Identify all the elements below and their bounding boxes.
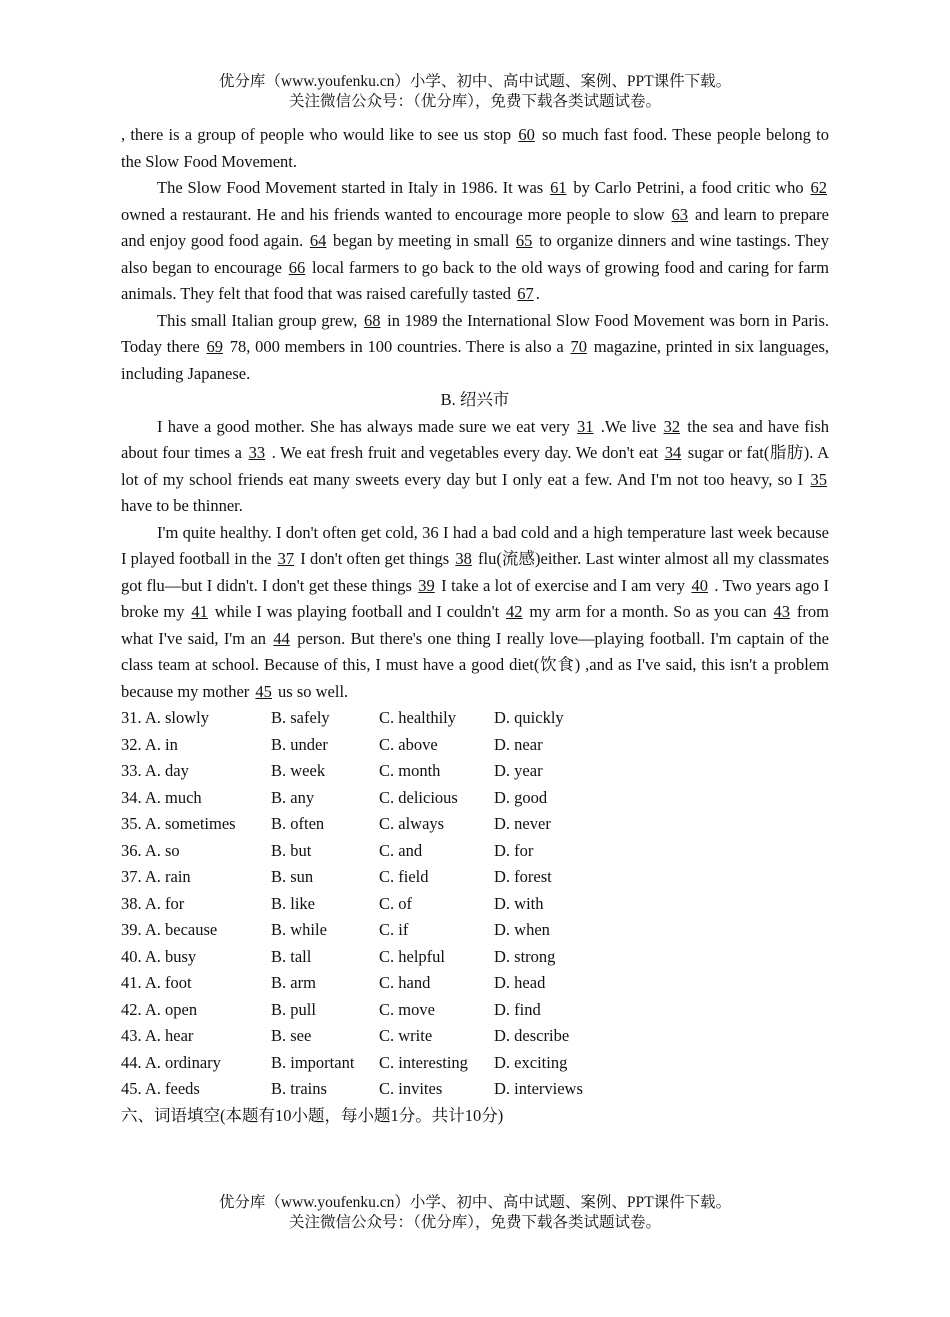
blank-number: 66 [288,257,306,277]
blank-number: 70 [570,337,587,356]
footer-line-1: 优分库（www.youfenku.cn）小学、初中、高中试题、案例、PPT课件下载。 [218,1194,732,1211]
paragraph-text: have to be thinner. [121,496,243,515]
paragraph-text: I have a good mother. She has always made sure we eat very [157,416,576,436]
paragraph-text: local farmers to go back to the old ways of growing food and caring for farm animals. They felt that food that was raised carefully tasted [121,257,829,303]
option-choice: C. move [379,999,435,1019]
blank-number: 39 [418,575,435,595]
option-choice: C. above [379,734,438,754]
paragraph-text: I don't often get things [296,549,454,568]
passage-a-paragraph-1 [121,122,829,175]
paragraph-text: 78, 000 members in 100 countries. There is also a [225,337,569,356]
passage-a-paragraph-3 [121,308,829,388]
blank-number: 64 [309,231,327,250]
paragraph-text: us so well. [273,681,349,701]
option-choice: 31. A. slowly [121,708,210,727]
paragraph-text: This small Italian group grew, [157,310,362,330]
option-choice: D. never [494,814,551,833]
blank-number: 67 [517,284,534,303]
paragraph-text: The Slow Food Movement started in Italy in 1986. It was [157,178,549,197]
option-choice: C. month [379,761,441,780]
option-choice: C. of [379,893,412,913]
option-choice: B. often [271,814,325,833]
paragraph-text: while I was playing football and I couldn't [209,602,505,621]
option-choice: C. delicious [379,787,458,807]
footer-line-2: 关注微信公众号：（优分库），免费下载各类试题试卷。 [288,1214,661,1231]
paragraph-text: the sea and have fish about four times a [121,416,829,462]
option-choice: D. when [494,920,550,939]
blank-number: 33 [248,443,266,462]
passage-b-paragraph-1 [121,414,829,520]
option-choice: D. near [494,734,543,754]
option-row [121,864,829,891]
option-choice: D. quickly [494,708,564,727]
blank-number: 45 [255,681,272,701]
option-choice: D. interviews [494,1079,583,1098]
blank-number: 40 [691,575,708,595]
option-choice: B. important [271,1052,355,1072]
option-choice: B. trains [271,1079,327,1098]
blank-number: 34 [664,443,682,462]
paragraph-text: person. But there's one thing I really love—playing football. I'm captain of the class team at school. Because of this, I must have a good diet(饮食) ,and as I've said, this isn't a problem because my mother [121,628,829,701]
option-choice: 45. A. feeds [121,1079,200,1098]
option-row [121,838,829,865]
paragraph-text: owned a restaurant. He and his friends wanted to encourage more people to slow [121,204,670,224]
blank-number: 68 [363,310,381,330]
paragraph-text: my arm for a month. So as you can [524,602,772,621]
paragraph-text: sugar or fat(脂肪). A lot of my school friends eat many sweets every day but I only eat a few. And I'm not too heavy, so I [121,443,829,489]
option-choice: C. field [379,867,429,886]
option-choice: 40. A. busy [121,946,197,966]
paragraph-text: flu(流感)either. Last winter almost all my classmates got flu—but I didn't. I don't get these things [121,549,829,595]
option-row [121,705,829,732]
option-choice: C. interesting [379,1052,468,1072]
option-choice: D. find [494,999,541,1019]
page-content [121,122,829,1129]
blank-number: 44 [273,628,290,648]
option-choice: C. and [379,840,423,860]
blank-number: 31 [577,416,594,436]
option-choice: D. for [494,840,534,860]
option-choice: 42. A. open [121,999,198,1019]
blank-number: 69 [206,337,223,356]
blank-number: 35 [810,469,827,489]
passage-a-paragraph-2 [121,175,829,308]
option-row [121,732,829,759]
section-six-title: 六、词语填空(本题有10小题，每小题1分。共计10分) [121,1105,504,1125]
paragraph-text: I take a lot of exercise and I am very [436,575,690,595]
paragraph-text: magazine, printed in six languages, including Japanese. [121,337,829,383]
option-row [121,1076,829,1103]
blank-number: 42 [506,602,523,621]
option-choice: B. but [271,840,312,860]
option-choice: 32. A. in [121,734,178,754]
section-b-title: B. 绍兴市 [440,390,510,409]
option-choice: 38. A. for [121,893,185,913]
paragraph-text: .We live [595,416,662,436]
option-choice: C. invites [379,1079,443,1098]
paragraph-text: to organize dinners and wine tastings. They also began to encourage [121,231,829,277]
blank-number: 61 [550,178,567,197]
option-row [121,785,829,812]
paragraph-text: began by meeting in small [328,231,514,250]
option-choice: C. helpful [379,946,445,966]
option-row [121,944,829,971]
option-choice: 44. A. ordinary [121,1052,221,1072]
option-choice: 43. A. hear [121,1026,194,1045]
options-list [121,705,829,1103]
blank-number: 41 [191,602,208,621]
option-row [121,891,829,918]
option-choice: B. week [271,761,326,780]
header-line-2: 关注微信公众号：（优分库），免费下载各类试题试卷。 [288,93,661,110]
blank-number: 62 [810,178,827,197]
header-line-1: 优分库（www.youfenku.cn）小学、初中、高中试题、案例、PPT课件下载。 [218,73,732,90]
blank-number: 38 [455,549,472,568]
option-choice: C. healthily [379,708,456,727]
option-row [121,811,829,838]
option-choice: B. pull [271,999,316,1019]
option-choice: C. write [379,1026,433,1045]
option-choice: B. under [271,734,328,754]
option-row [121,1050,829,1077]
blank-number: 60 [518,125,535,144]
option-choice: B. sun [271,867,314,886]
paragraph-text: . [535,284,540,303]
blank-number: 63 [671,204,688,224]
option-choice: 36. A. so [121,840,180,860]
page-footer [0,1193,950,1233]
paragraph-text: in 1989 the International Slow Food Movement was born in Paris. Today there [121,310,829,356]
option-choice: 37. A. rain [121,867,191,886]
option-choice: B. like [271,893,315,913]
paragraph-text: , there is a group of people who would like to see us stop [121,125,517,144]
blank-number: 65 [515,231,533,250]
option-choice: D. with [494,893,544,913]
option-choice: D. head [494,973,546,992]
option-choice: C. hand [379,973,431,992]
paragraph-text: so much fast food. These people belong to the Slow Food Movement. [121,125,829,171]
blank-number: 32 [663,416,681,436]
option-choice: B. tall [271,946,312,966]
option-row [121,997,829,1024]
blank-number: 37 [277,549,295,568]
option-choice: 33. A. day [121,761,189,780]
option-choice: C. always [379,814,445,833]
option-choice: D. good [494,787,548,807]
paragraph-text: from what I've said, I'm an [121,602,829,648]
option-row [121,970,829,997]
option-choice: C. if [379,920,409,939]
option-row [121,917,829,944]
page-header [0,72,950,112]
option-choice: D. forest [494,867,552,886]
option-choice: D. exciting [494,1052,568,1072]
option-choice: 39. A. because [121,920,218,939]
option-choice: B. arm [271,973,316,992]
option-choice: B. any [271,787,315,807]
paragraph-text: by Carlo Petrini, a food critic who [568,178,809,197]
paragraph-text: . We eat fresh fruit and vegetables every day. We don't eat [267,443,663,462]
option-choice: D. describe [494,1026,570,1045]
option-choice: 41. A. foot [121,973,192,992]
option-choice: D. year [494,761,543,780]
option-choice: 34. A. much [121,787,202,807]
option-choice: B. safely [271,708,330,727]
paragraph-text: and learn to prepare and enjoy good food again. [121,204,829,250]
option-choice: D. strong [494,946,556,966]
option-row [121,758,829,785]
blank-number: 43 [773,602,791,621]
option-choice: B. see [271,1026,312,1045]
option-choice: 35. A. sometimes [121,814,236,833]
paragraph-text: I'm quite healthy. I don't often get cold, 36 I had a bad cold and a high temperature last week because I played football in the [121,522,829,568]
option-row [121,1023,829,1050]
option-choice: B. while [271,920,327,939]
passage-b-paragraph-2 [121,520,829,706]
paragraph-text: . Two years ago I broke my [121,575,829,621]
